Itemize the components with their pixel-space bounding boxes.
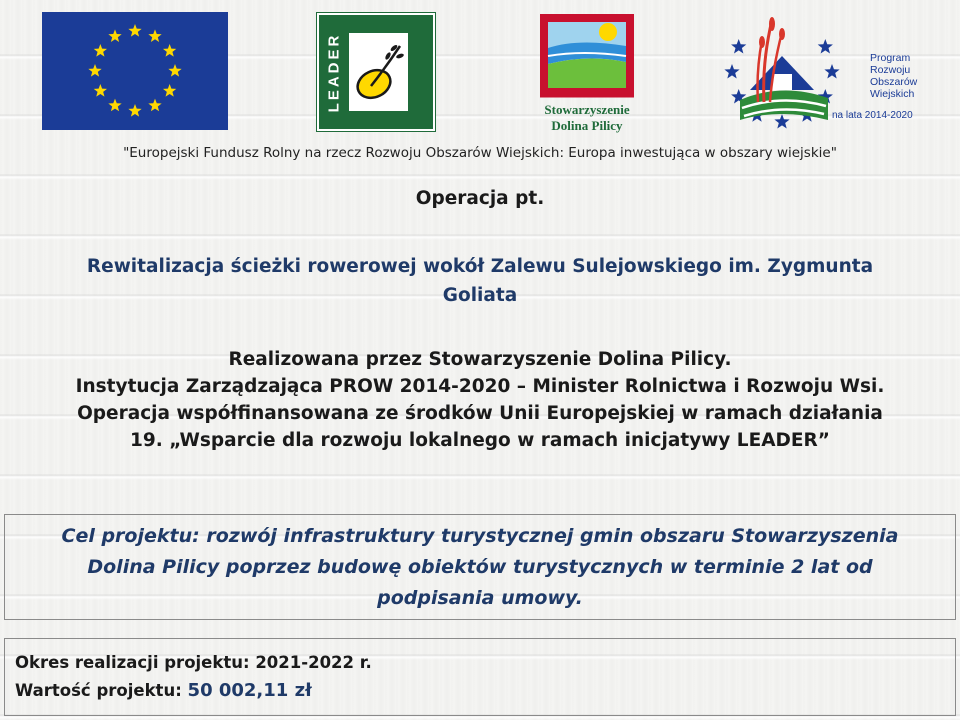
project-value-amount: 50 002,11 zł [187,680,312,701]
implementation-line: Realizowana przez Stowarzyszenie Dolina Pilicy. [228,349,732,370]
fund-caption: "Europejski Fundusz Rolny na rzecz Rozwoju Obszarów Wiejskich: Europa inwestująca w obszary wiejskie" [123,145,837,161]
project-goal-box [4,514,956,620]
leader-logo-text: LEADER [325,32,343,112]
project-period: Okres realizacji projektu: 2021-2022 r. [15,653,372,672]
project-title-line: Goliata [442,285,518,306]
project-value [15,677,955,705]
project-value-label: Wartość projektu: [15,681,188,700]
prow-logo-line: Obszarów [870,76,918,88]
implementation-line: 19. „Wsparcie dla rozwoju lokalnego w ramach inicjatywy LEADER” [130,430,830,451]
project-goal-text [30,521,930,614]
project-title [20,252,940,310]
dolina-logo-line2: Dolina Pilicy [551,118,623,133]
prow-logo-line: Wiejskich [870,88,915,100]
dolina-logo-line1: Stowarzyszenie [544,102,630,117]
dolina-pilicy-logo-icon [528,10,646,136]
goal-line: Cel projektu: rozwój infrastruktury turystycznej gmin obszaru Stowarzyszenia [61,524,899,547]
prow-logo-line: Program [870,52,911,64]
prow-logo-icon [720,12,926,130]
goal-line: podpisania umowy. [377,586,583,609]
project-title-line: Rewitalizacja ścieżki rowerowej wokół Zalewu Sulejowskiego im. Zygmunta [86,256,874,277]
implementation-info [20,346,940,454]
project-info-box [4,638,956,716]
goal-line: Dolina Pilicy poprzez budowę obiektów turystycznych w terminie 2 lat od [87,555,873,578]
implementation-line: Instytucja Zarządzająca PROW 2014-2020 – Minister Rolnictwa i Rozwoju Wsi. [75,376,885,397]
leader-logo-icon [316,12,436,132]
prow-logo-years: na lata 2014-2020 [832,110,913,121]
eu-flag-icon [42,12,228,130]
implementation-line: Operacja współfinansowana ze środków Unii Europejskiej w ramach działania [77,403,883,424]
prow-logo-line: Rozwoju [870,64,911,76]
operation-heading: Operacja pt. [415,188,545,209]
